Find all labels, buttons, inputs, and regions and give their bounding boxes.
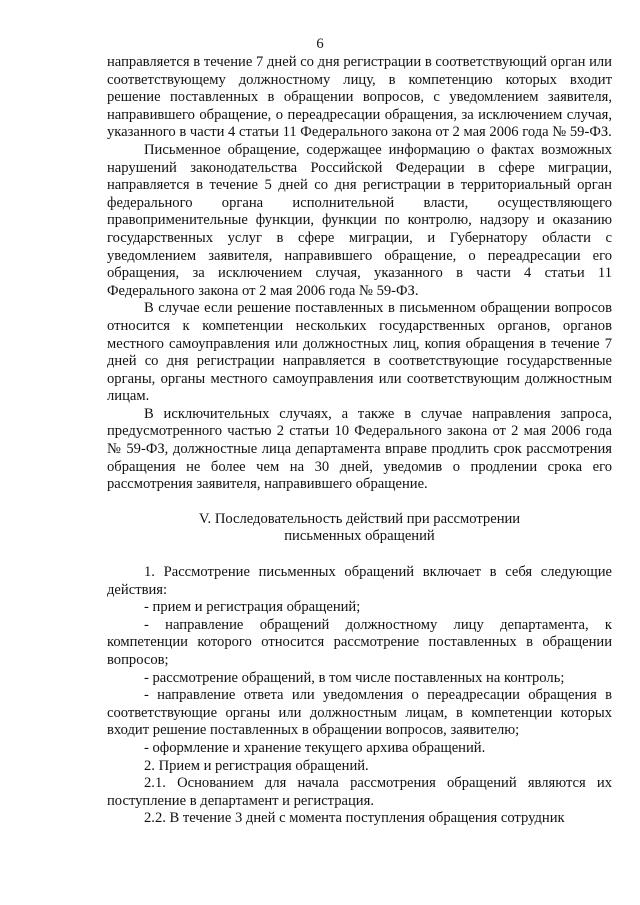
list-paragraph: 2.1. Основанием для начала рассмотрения обращений являются их поступление в департамент и регистрация. [107, 775, 612, 809]
list-paragraph: 2.2. В течение 3 дней с момента поступления обращения сотрудник [144, 810, 565, 827]
list-paragraph: 2. Прием и регистрация обращений. [144, 757, 369, 774]
paragraph: направляется в течение 7 дней со дня регистрации в соответствующий орган или соответствующему должностному лицу, в компетенцию которых входит решение поставленных в обращении вопросов, с уведомлением заявителя, направившего обращение, о переадресации обращения, за исключением случая, указанного в части 4 статьи 11 Федерального закона от 2 мая 2006 года № 59-ФЗ. [107, 54, 612, 141]
document-body [107, 54, 612, 828]
list-paragraph: - прием и регистрация обращений; [144, 599, 361, 616]
list-paragraph: - оформление и хранение текущего архива обращений. [144, 739, 486, 756]
spacer [107, 546, 612, 564]
spacer [107, 494, 612, 511]
list-paragraph: - направление обращений должностному лицу департамента, к компетенции которого относится рассмотрение поставленных в обращении вопросов; [107, 616, 612, 668]
list-paragraph: 1. Рассмотрение письменных обращений включает в себя следующие действия: [107, 564, 612, 598]
paragraph: В исключительных случаях, а также в случае направления запроса, предусмотренного частью 2 статьи 10 Федерального закона от 2 мая 2006 года № 59-ФЗ, должностные лица департамента вправе продлить срок рассмотрения обращения не более чем на 30 дней, уведомив о продлении срока его рассмотрения заявителя, направившего обращение. [107, 405, 612, 493]
list-paragraph: - направление ответа или уведомления о переадресации обращения в соответствующие органы или должностным лицам, в компетенции которых входит решение поставленных в обращении вопросов, заявителю; [107, 687, 612, 739]
page-number: 6 [316, 36, 324, 52]
paragraph: В случае если решение поставленных в письменном обращении вопросов относится к компетенции нескольких государственных органов, органов местного самоуправления или должностных лиц, копия обращения в течение 7 дней со дня регистрации направляется в соответствующие государственные органы, органы местного самоуправления или соответствующим должностным лицам. [107, 300, 612, 405]
section-heading-line-1: V. Последовательность действий при рассмотрении [198, 510, 521, 527]
list-paragraph: - рассмотрение обращений, в том числе поставленных на контроль; [144, 669, 565, 686]
section-heading-line-2: письменных обращений [284, 528, 435, 545]
paragraph: Письменное обращение, содержащее информацию о фактах возможных нарушений законодательства Российской Федерации в сфере миграции, направляется в течение 5 дней со дня регистрации в территориальный орган федерального органа исполнительной власти, осуществляющего правоприменительные функции, функции по контролю, надзору и оказанию государственных услуг в сфере миграции, и Губернатору области с уведомлением заявителя, направившего обращение, о переадресации его обращения, за исключением случая, указанного в части 4 статьи 11 Федерального закона от 2 мая 2006 года № 59-ФЗ. [107, 141, 612, 299]
